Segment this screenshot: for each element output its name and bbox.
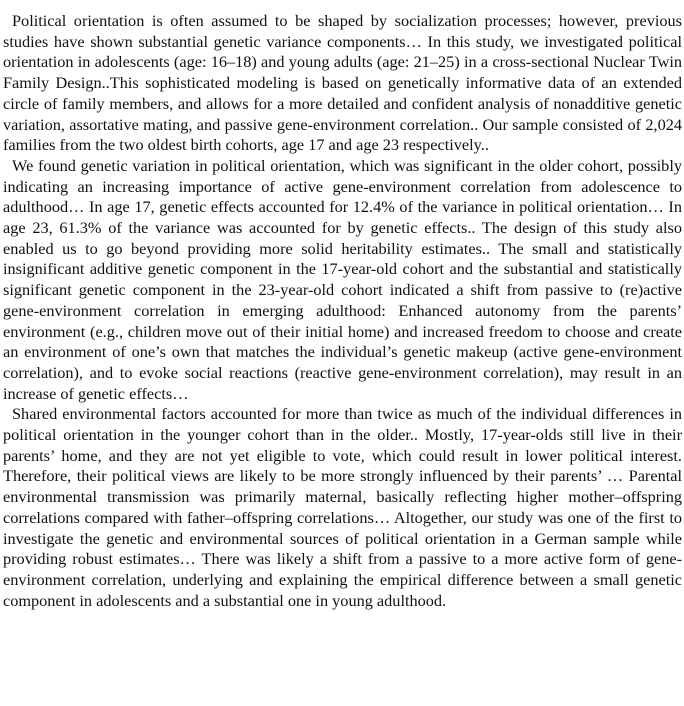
paragraph-shared-environment: Shared environmental factors accounted for more than twice as much of the individual differences in political orientation in the younger cohort than in the older.. Mostly, 17-year-olds still live in their parents’ home, and they are not yet eligible to vote, which could result in lower political interest. Therefore, their political views are likely to be more strongly influenced by their parents’ … Parental environmental transmission was primarily maternal, basically reflecting higher mother–offspring correlations compared with father–offspring correlations… Altogether, our study was one of the first to investigate the genetic and environmental sources of political orientation in a German sample while providing robust estimates… There was likely a shift from a passive to a more active form of gene-environment correlation, underlying and explaining the empirical difference between a small genetic component in adolescents and a substantial one in young adulthood. <box>3 404 682 610</box>
paragraph-intro: Political orientation is often assumed to be shaped by socialization processes; however, previous studies have shown substantial genetic variance components… In this study, we investigated political orientation in adolescents (age: 16–18) and young adults (age: 21–25) in a cross-sectional Nuclear Twin Family Design..This sophisticated modeling is based on genetically informative data of an extended circle of family members, and allows for a more detailed and confident analysis of nonadditive genetic variation, assortative mating, and passive gene-environment correlation.. Our sample consisted of 2,024 families from the two oldest birth cohorts, age 17 and age 23 respectively.. <box>3 11 682 155</box>
paragraph-genetic-variation: We found genetic variation in political orientation, which was significant in the older cohort, possibly indicating an increasing importance of active gene-environment correlation from adolescence to adulthood… In age 17, genetic effects accounted for 12.4% of the variance in political orientation… In age 23, 61.3% of the variance was accounted for by genetic effects.. The design of this study also enabled us to go beyond providing more solid heritability estimates.. The small and statistically insignificant additive genetic component in the 17-year-old cohort and the substantial and statistically significant genetic component in the 23-year-old cohort indicated a shift from passive to (re)active gene-environment correlation in emerging adulthood: Enhanced autonomy from the parents’ environment (e.g., children move out of their initial home) and increased freedom to choose and create an environment of one’s own that matches the individual’s genetic makeup (active gene-environment correlation), and to evoke social reactions (reactive gene-environment correlation), may result in an increase of genetic effects… <box>3 155 682 403</box>
document-body <box>3 11 682 611</box>
